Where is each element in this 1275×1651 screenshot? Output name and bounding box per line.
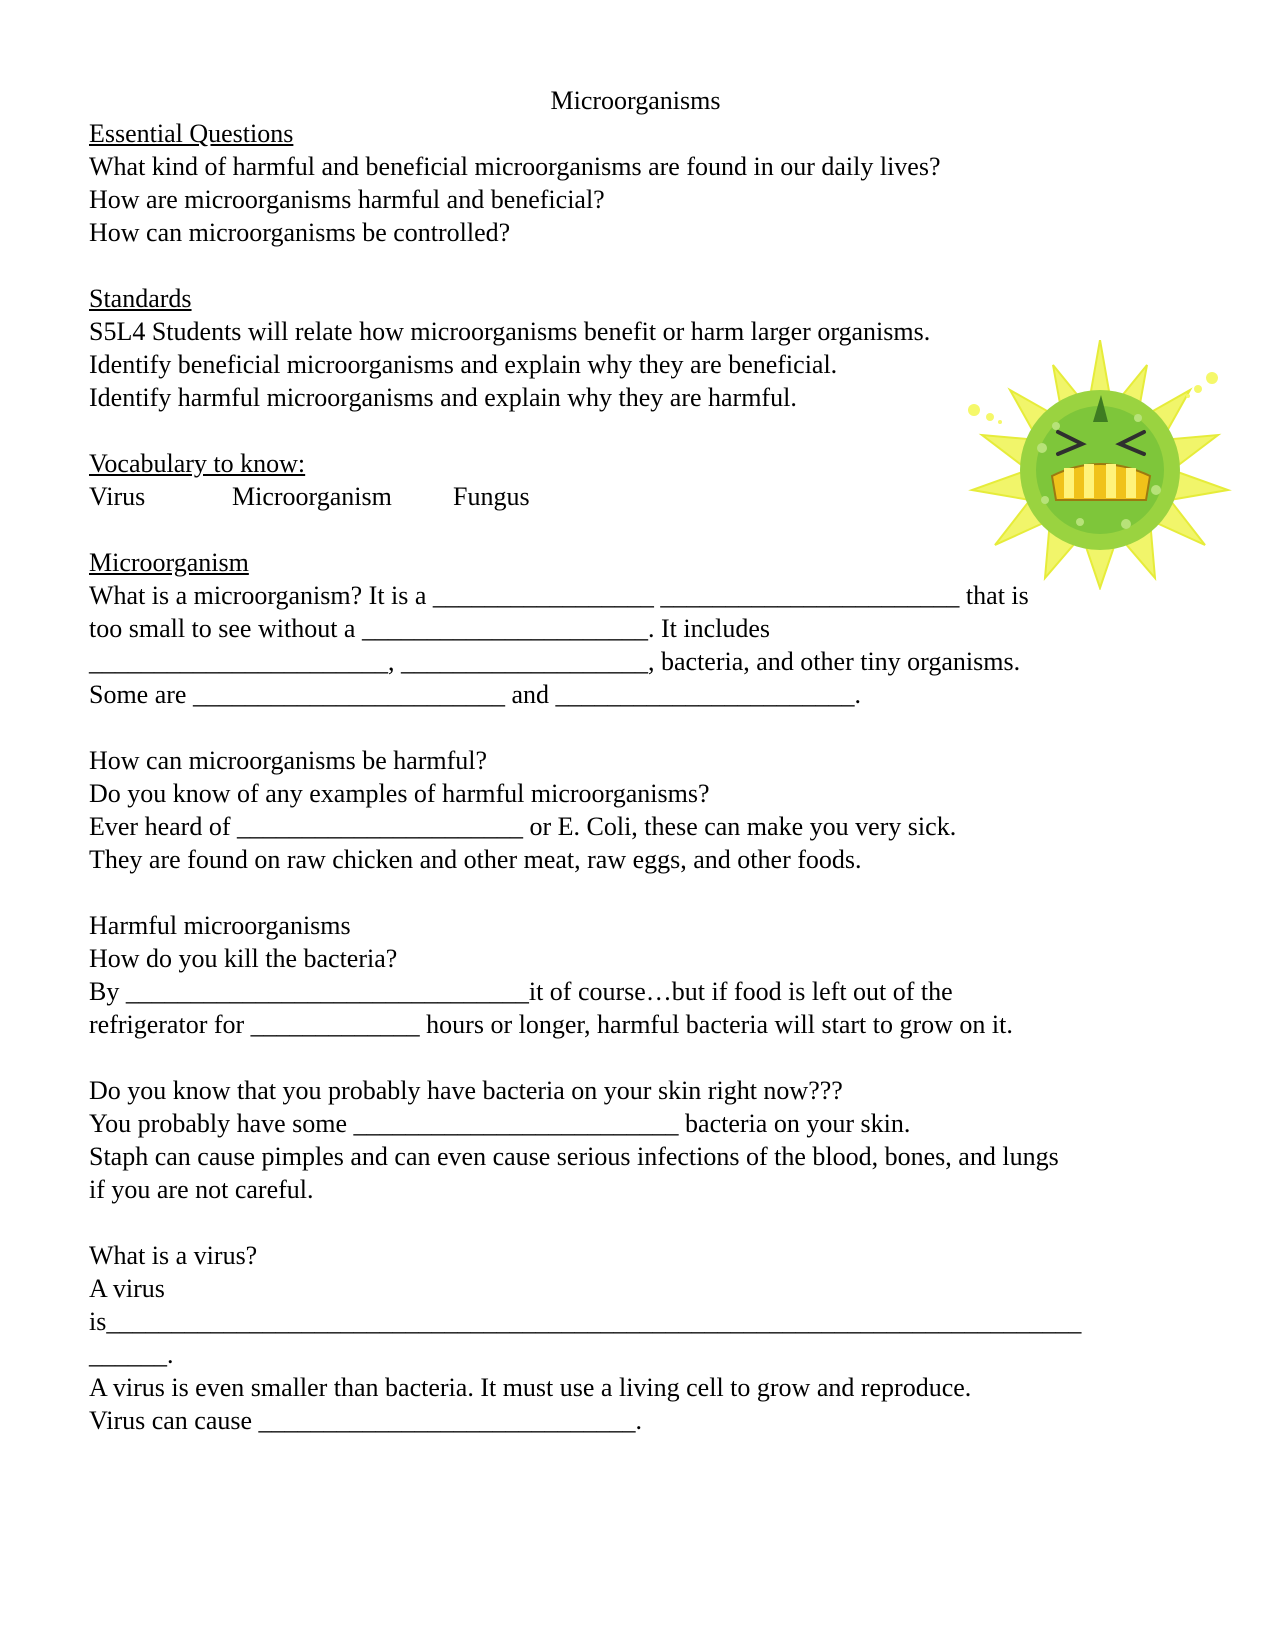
text-line: A virus xyxy=(89,1274,165,1303)
text-line: Do you know of any examples of harmful microorganisms? xyxy=(89,779,710,808)
text-line: if you are not careful. xyxy=(89,1175,314,1204)
text-line: Staph can cause pimples and can even cause serious infections of the blood, bones, and lungs xyxy=(89,1142,1059,1171)
essential-question: How can microorganisms be controlled? xyxy=(89,218,511,247)
page-title: Microorganisms xyxy=(550,86,721,115)
fill-in-line: Ever heard of ______________________ or E. Coli, these can make you very sick. xyxy=(89,812,957,841)
standard-line: S5L4 Students will relate how microorganisms benefit or harm larger organisms. xyxy=(89,317,931,346)
fill-in-line: Virus can cause _____________________________. xyxy=(89,1406,643,1435)
text-line: They are found on raw chicken and other meat, raw eggs, and other foods. xyxy=(89,845,862,874)
fill-in-line: too small to see without a ______________________. It includes xyxy=(89,614,770,643)
text-line: A virus is even smaller than bacteria. It must use a living cell to grow and reproduce. xyxy=(89,1373,972,1402)
standard-line: Identify harmful microorganisms and explain why they are harmful. xyxy=(89,383,797,412)
vocab-word: Microorganism xyxy=(232,482,392,511)
standards-heading: Standards xyxy=(89,284,192,313)
fill-in-line: is___________________________________________________________________________ xyxy=(89,1307,1082,1336)
essential-question: How are microorganisms harmful and beneficial? xyxy=(89,185,605,214)
fill-in-line: What is a microorganism? It is a _________________ _______________________ that is xyxy=(89,581,1029,610)
essential-questions-heading: Essential Questions xyxy=(89,119,294,148)
text-line: What is a virus? xyxy=(89,1241,258,1270)
fill-in-line: _______________________, ___________________, bacteria, and other tiny organisms. xyxy=(89,647,1021,676)
text-line: Do you know that you probably have bacteria on your skin right now??? xyxy=(89,1076,843,1105)
vocabulary-heading: Vocabulary to know: xyxy=(89,449,306,478)
fill-in-line: You probably have some _________________________ bacteria on your skin. xyxy=(89,1109,911,1138)
fill-in-line: Some are ________________________ and _______________________. xyxy=(89,680,862,709)
vocab-word: Fungus xyxy=(453,482,530,511)
fill-in-line: ______. xyxy=(89,1340,174,1369)
microorganism-heading: Microorganism xyxy=(89,548,249,577)
fill-in-line: refrigerator for _____________ hours or longer, harmful bacteria will start to grow on it. xyxy=(89,1010,1013,1039)
fill-in-line: By _______________________________it of course…but if food is left out of the xyxy=(89,977,953,1006)
worksheet-page xyxy=(89,84,1189,1437)
essential-question: What kind of harmful and beneficial microorganisms are found in our daily lives? xyxy=(89,152,941,181)
vocab-word: Virus xyxy=(89,482,146,511)
virus-icon xyxy=(960,340,1240,590)
section-label: Harmful microorganisms xyxy=(89,911,351,940)
standard-line: Identify beneficial microorganisms and explain why they are beneficial. xyxy=(89,350,838,379)
virus-mouth xyxy=(1052,464,1150,500)
text-line: How do you kill the bacteria? xyxy=(89,944,398,973)
text-line: How can microorganisms be harmful? xyxy=(89,746,488,775)
